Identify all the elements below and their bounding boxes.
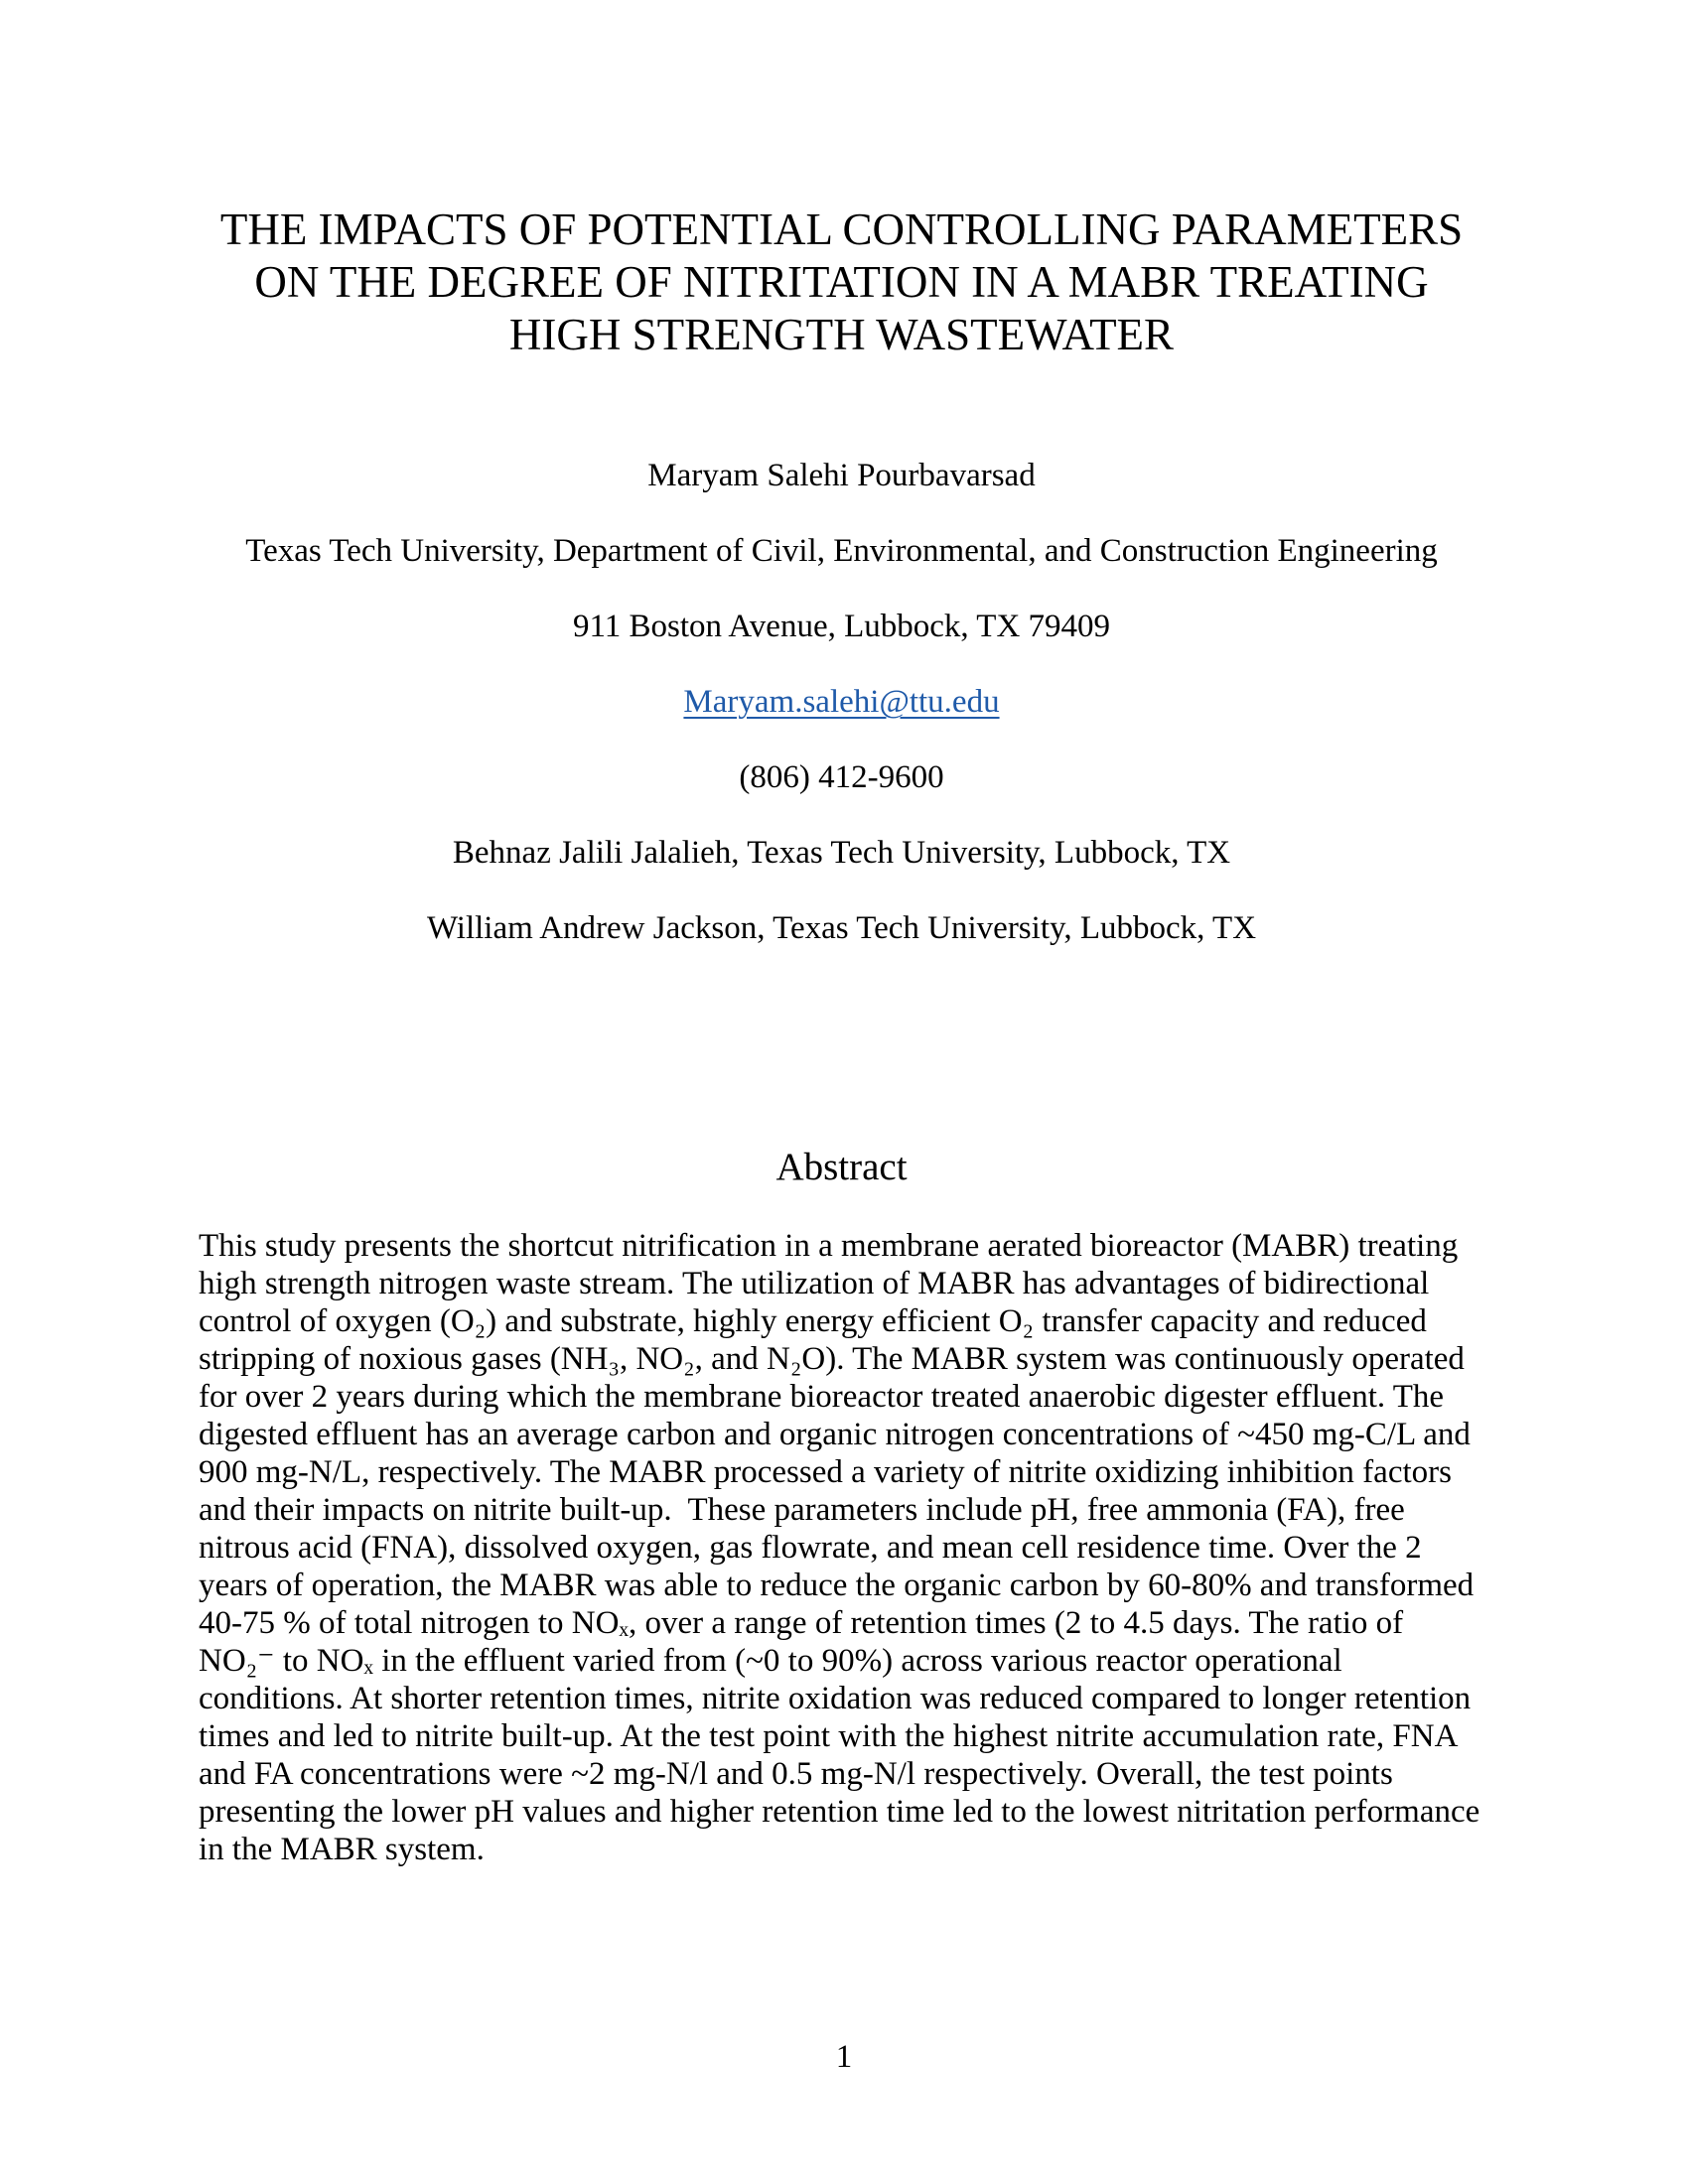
- coauthor-1: Behnaz Jalili Jalalieh, Texas Tech University, Lubbock, TX: [452, 835, 1231, 871]
- author-name: Maryam Salehi Pourbavarsad: [647, 458, 1036, 493]
- page-number: 1: [835, 2039, 853, 2075]
- abstract-text: This study presents the shortcut nitrification in a membrane aerated bioreactor (MABR) treating high strength nitrogen waste stream. The utilization of MABR has advantages of bidirectional control of oxygen (O₂) and substrate, highly energy efficient O₂ transfer capacity and reduced stripping of noxious gases (NH₃, NO₂, and N₂O). The MABR system was continuously operated for over 2 years during which the membrane bioreactor treated anaerobic digester effluent. The digested effluent has an average carbon and organic nitrogen concentrations of ~450 mg-C/L and 900 mg-N/L, respectively. The MABR processed a variety of nitrite oxidizing inhibition factors and their impacts on nitrite built-up. These parameters include pH, free ammonia (FA), free nitrous acid (FNA), dissolved oxygen, gas flowrate, and mean cell residence time. Over the 2 years of operation, the MABR was able to reduce the organic carbon by 60-80% and transformed 40-75 % of total nitrogen to NOₓ, over a range of retention times (2 to 4.5 days. The ratio of NO₂⁻ to NOₓ in the effluent varied from (~0 to 90%) across various reactor operational conditions. At shorter retention times, nitrite oxidation was reduced compared to longer retention times and led to nitrite built-up. At the test point with the highest nitrite accumulation rate, FNA and FA concentrations were ~2 mg-N/l and 0.5 mg-N/l respectively. Overall, the test points presenting the lower pH values and higher retention time led to the lowest nitritation performance in the MABR system.: [199, 1228, 1480, 1867]
- paper-title: THE IMPACTS OF POTENTIAL CONTROLLING PARAMETERS ON THE DEGREE OF NITRITATION IN A MABR TREATING HIGH STRENGTH WASTEWATER: [219, 205, 1464, 359]
- coauthor-2: William Andrew Jackson, Texas Tech University, Lubbock, TX: [426, 910, 1257, 946]
- author-address: 911 Boston Avenue, Lubbock, TX 79409: [572, 609, 1111, 644]
- page-content: [199, 204, 1484, 1868]
- author-affiliation: Texas Tech University, Department of Civil, Environmental, and Construction Engineering: [245, 533, 1438, 569]
- email-line: [199, 683, 1484, 721]
- email-link[interactable]: Maryam.salehi@ttu.edu: [683, 684, 1000, 720]
- abstract-heading: Abstract: [775, 1146, 908, 1188]
- phone-number: (806) 412-9600: [739, 759, 944, 795]
